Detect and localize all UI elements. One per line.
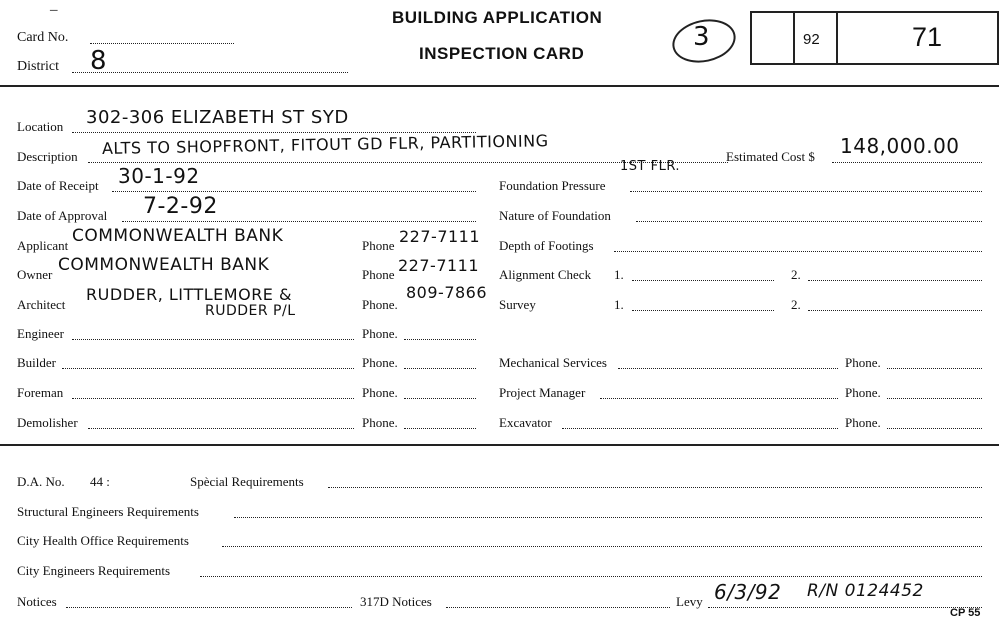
location-value: 302-306 ELIZABETH ST SYD (86, 107, 349, 128)
nature-foundation-label: Nature of Foundation (499, 208, 611, 223)
foundation-pressure-label: Foundation Pressure (499, 178, 606, 193)
mechanical-line (618, 368, 838, 369)
city-engineers-line (200, 576, 982, 577)
district-value: 8 (90, 46, 108, 76)
estimated-cost-value: 148,000.00 (840, 134, 960, 158)
alignment-check-1: 1. (614, 267, 624, 282)
depth-footings-line (614, 251, 982, 252)
builder-label: Builder (17, 355, 56, 370)
project-manager-line (600, 398, 838, 399)
architect-phone-value: 809-7866 (406, 283, 488, 302)
owner-label: Owner (17, 267, 53, 282)
header-dash: – (50, 2, 58, 18)
foundation-pressure-line (630, 191, 982, 192)
builder-line (62, 368, 354, 369)
receipt-number-value: R/N 0124452 (807, 581, 924, 601)
city-engineers-label: City Engineers Requirements (17, 563, 171, 578)
survey-2-line (808, 310, 982, 311)
special-requirements-line (328, 487, 982, 488)
box-year: 92 (803, 31, 820, 48)
nature-foundation-line (636, 221, 982, 222)
circled-number: 3 (693, 22, 711, 52)
estimated-cost-line (832, 162, 982, 163)
da-no-label: D.A. No. (17, 474, 65, 489)
description-value: ALTS TO SHOPFRONT, FITOUT GD FLR, PARTITIONING (101, 131, 549, 158)
excavator-phone-label: Phone. (845, 415, 881, 430)
architect-value-2: RUDDER P/L (205, 303, 296, 319)
form-title-line1: BUILDING APPLICATION (392, 8, 603, 27)
owner-phone-value: 227-7111 (398, 256, 480, 275)
date-receipt-line (112, 191, 476, 192)
foreman-phone-line (404, 398, 476, 399)
applicant-phone-label: Phone (362, 238, 395, 253)
description-label: Description (17, 149, 78, 164)
excavator-phone-line (887, 428, 982, 429)
survey-2: 2. (791, 297, 801, 312)
builder-phone-label: Phone. (362, 355, 398, 370)
special-requirements-label: Spècial Requirements (190, 474, 304, 489)
foreman-phone-label: Phone. (362, 385, 398, 400)
estimated-cost-label: Estimated Cost $ (726, 149, 815, 164)
date-receipt-value: 30-1-92 (118, 164, 200, 188)
mechanical-phone-line (887, 368, 982, 369)
district-label: District (17, 59, 59, 74)
levy-line (708, 607, 982, 608)
notices-317d-label: 317D Notices (360, 594, 432, 609)
box-divider-2 (836, 11, 838, 63)
project-manager-phone-label: Phone. (845, 385, 881, 400)
owner-phone-label: Phone (362, 267, 395, 282)
project-manager-label: Project Manager (499, 385, 586, 400)
owner-value: COMMONWEALTH BANK (58, 255, 270, 275)
notices-317d-line (446, 607, 670, 608)
engineer-label: Engineer (17, 326, 64, 341)
levy-value: 6/3/92 (714, 580, 782, 604)
architect-label: Architect (17, 297, 66, 312)
city-health-label: City Health Office Requirements (17, 533, 189, 548)
foreman-label: Foreman (17, 385, 64, 400)
demolisher-line (88, 428, 354, 429)
demolisher-label: Demolisher (17, 415, 78, 430)
engineer-line (72, 339, 354, 340)
foreman-line (72, 398, 354, 399)
levy-label: Levy (676, 594, 703, 609)
form-code: CP 55 (950, 607, 981, 619)
structural-engineers-line (234, 517, 982, 518)
location-label: Location (17, 119, 64, 134)
demolisher-phone-label: Phone. (362, 415, 398, 430)
builder-phone-line (404, 368, 476, 369)
project-manager-phone-line (887, 398, 982, 399)
header-rule (0, 85, 999, 87)
notices-label: Notices (17, 594, 57, 609)
demolisher-phone-line (404, 428, 476, 429)
alignment-check-2: 2. (791, 267, 801, 282)
applicant-label: Applicant (17, 238, 69, 253)
excavator-label: Excavator (499, 415, 552, 430)
structural-engineers-label: Structural Engineers Requirements (17, 504, 199, 519)
district-line (72, 72, 348, 73)
city-health-line (222, 546, 982, 547)
card-no-line (90, 43, 234, 44)
notices-line (66, 607, 352, 608)
survey-label: Survey (499, 297, 536, 312)
depth-footings-label: Depth of Footings (499, 238, 594, 253)
alignment-check-label: Alignment Check (499, 267, 592, 282)
form-title-line2: INSPECTION CARD (419, 44, 585, 63)
engineer-phone-label: Phone. (362, 326, 398, 341)
da-no-value: 44 : (90, 474, 110, 489)
date-approval-label: Date of Approval (17, 208, 108, 223)
applicant-phone-value: 227-7111 (399, 227, 481, 246)
date-receipt-label: Date of Receipt (17, 178, 99, 193)
alignment-check-2-line (808, 280, 982, 281)
box-number: 71 (912, 22, 943, 52)
card-no-label: Card No. (17, 30, 69, 45)
box-divider-1 (793, 11, 795, 63)
architect-phone-label: Phone. (362, 297, 398, 312)
survey-1: 1. (614, 297, 624, 312)
excavator-line (562, 428, 838, 429)
card-number-box (750, 11, 999, 65)
survey-1-line (632, 310, 774, 311)
architect-value: RUDDER, LITTLEMORE & (86, 285, 292, 304)
requirements-rule (0, 444, 999, 446)
date-approval-line (122, 221, 476, 222)
alignment-check-1-line (632, 280, 774, 281)
description-value-2: 1ST FLR. (620, 159, 681, 174)
engineer-phone-line (404, 339, 476, 340)
date-approval-value: 7-2-92 (143, 194, 218, 219)
mechanical-label: Mechanical Services (499, 355, 607, 370)
applicant-value: COMMONWEALTH BANK (72, 226, 284, 246)
mechanical-phone-label: Phone. (845, 355, 881, 370)
